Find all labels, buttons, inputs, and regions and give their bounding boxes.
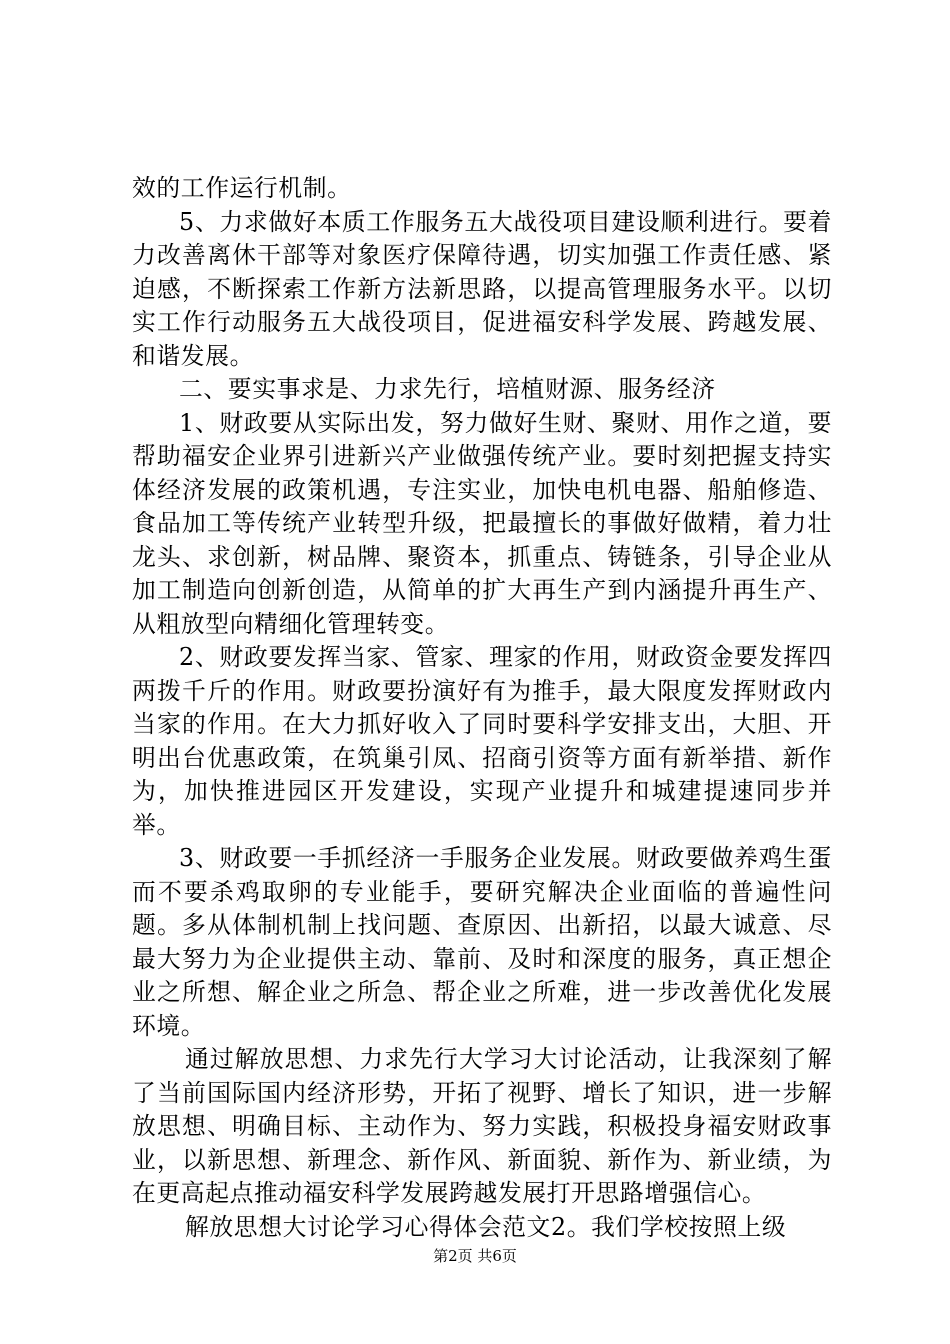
paragraph-continuation: 效的工作运行机制。	[132, 174, 352, 202]
page-number-footer: 第2页 共6页	[433, 1247, 517, 1265]
paragraph-item-1: 1、财政要从实际出发，努力做好生财、聚财、用作之道，要帮助福安企业界引进新兴产业做强传统产业。要时刻把握支持实体经济发展的政策机遇，专注实业，加快电机电器、船舶修造、食品加工等传统产业转型升级，把最擅长的事做好做精，着力壮龙头、求创新，树品牌、聚资本，抓重点、铸链条，引导企业从加工制造向创新创造，从简单的扩大再生产到内涵提升再生产、从粗放型向精细化管理转变。	[132, 408, 832, 638]
paragraph-item-3: 3、财政要一手抓经济一手服务企业发展。财政要做养鸡生蛋而不要杀鸡取卵的专业能手，要研究解决企业面临的普遍性问题。多从体制机制上找问题、查原因、出新招，以最大诚意、尽最大努力为企业提供主动、靠前、及时和深度的服务，真正想企业之所想、解企业之所急、帮企业之所难，进一步改善优化发展环境。	[132, 844, 832, 1040]
paragraph-item-2: 2、财政要发挥当家、管家、理家的作用，财政资金要发挥四两拨千斤的作用。财政要扮演好有为推手，最大限度发挥财政内当家的作用。在大力抓好收入了同时要科学安排支出，大胆、开明出台优惠政策，在筑巢引凤、招商引资等方面有新举措、新作为，加快推进园区开发建设，实现产业提升和城建提速同步并举。	[132, 643, 832, 839]
document-body	[132, 172, 832, 1244]
paragraph-next-article: 解放思想大讨论学习心得体会范文2。我们学校按照上级	[185, 1212, 787, 1241]
paragraph-conclusion: 通过解放思想、力求先行大学习大讨论活动，让我深刻了解了当前国际国内经济形势，开拓了视野、增长了知识，进一步解放思想、明确目标、主动作为、努力实践，积极投身福安财政事业，以新思想、新理念、新作风、新面貌、新作为、新业绩，为在更高起点推动福安科学发展跨越发展打开思路增强信心。	[132, 1045, 832, 1207]
section-heading-2: 二、要实事求是、力求先行，培植财源、服务经济	[179, 375, 716, 403]
paragraph-item-5: 5、力求做好本质工作服务五大战役项目建设顺利进行。要着力改善离休干部等对象医疗保障待遇，切实加强工作责任感、紧迫感，不断探索工作新方法新思路，以提高管理服务水平。以切实工作行动服务五大战役项目，促进福安科学发展、跨越发展、和谐发展。	[132, 207, 832, 370]
